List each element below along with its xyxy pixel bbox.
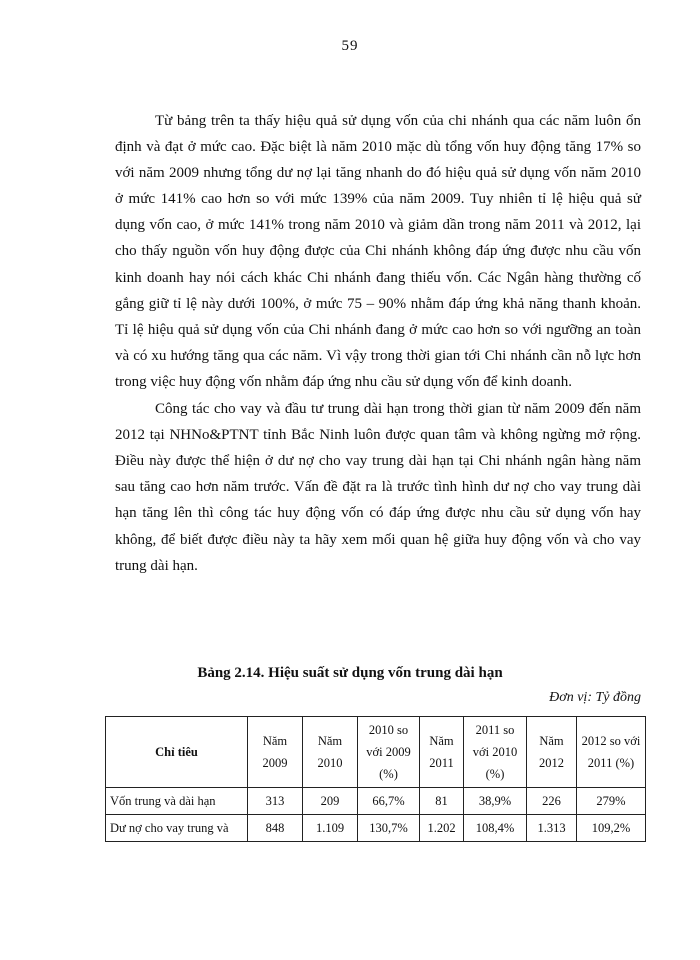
table-cell: 81 — [420, 788, 464, 815]
row-label: Dư nợ cho vay trung và — [106, 815, 248, 842]
paragraph-efficiency: Từ bảng trên ta thấy hiệu quả sử dụng vốn của chi nhánh qua các năm luôn ổn định và đạt ở mức cao. Đặc biệt là năm 2010 mặc dù tổng vốn huy động tăng 17% so với năm 2009 nhưng tổng dư nợ lại tăng nhanh do đó hiệu quả sử dụng vốn năm 2010 ở mức 141% cao hơn so với mức 139% của năm 2009. Tuy nhiên tỉ lệ hiệu quả sử dụng vốn cao, ở mức 141% trong năm 2010 và giảm dần trong năm 2011 và 2012, lại cho thấy nguồn vốn huy động được của Chi nhánh không đáp ứng được nhu cầu vốn kinh doanh hay nói cách khác Chi nhánh đang thiếu vốn. Các Ngân hàng thường cố gắng giữ tỉ lệ này dưới 100%, ở mức 75 – 90% nhằm đáp ứng khả năng thanh khoản. Tỉ lệ hiệu quả sử dụng vốn của Chi nhánh đang ở mức cao hơn so với ngưỡng an toàn và có xu hướng tăng qua các năm. Vì vậy trong thời gian tới Chi nhánh cần nỗ lực hơn trong việc huy động vốn nhằm đáp ứng nhu cầu sử dụng vốn để kinh doanh. — [115, 113, 641, 390]
table-cell: 848 — [248, 815, 303, 842]
table-row — [106, 815, 646, 842]
body-text — [115, 108, 641, 580]
header-2009: Năm 2009 — [248, 717, 303, 788]
table-cell: 209 — [303, 788, 358, 815]
row-label: Vốn trung và dài hạn — [106, 788, 248, 815]
page-number: 59 — [341, 38, 359, 54]
table-cell: 226 — [527, 788, 577, 815]
table-cell: 108,4% — [464, 815, 527, 842]
header-2012-vs-2011: 2012 so với 2011 (%) — [577, 717, 646, 788]
table-cell: 279% — [577, 788, 646, 815]
header-2011: Năm 2011 — [420, 717, 464, 788]
table-cell: 1.313 — [527, 815, 577, 842]
table-title: Bảng 2.14. Hiệu suất sử dụng vốn trung dài hạn — [197, 665, 503, 681]
table-cell: 66,7% — [358, 788, 420, 815]
header-indicator: Chỉ tiêu — [106, 717, 248, 788]
paragraph-lending: Công tác cho vay và đầu tư trung dài hạn trong thời gian từ năm 2009 đến năm 2012 tại NHNo&PTNT tỉnh Bắc Ninh luôn được quan tâm và không ngừng mở rộng. Điều này được thể hiện ở dư nợ cho vay trung dài hạn tại Chi nhánh ngân hàng năm sau tăng cao hơn năm trước. Vấn đề đặt ra là trước tình hình dư nợ cho vay trung dài hạn tăng lên thì công tác huy động vốn có đáp ứng được nhu cầu sử dụng vốn hay không, để biết được điều này ta hãy xem mối quan hệ giữa huy động vốn và cho vay trung dài hạn. — [115, 401, 641, 574]
table-row — [106, 788, 646, 815]
header-2010-vs-2009: 2010 so với 2009 (%) — [358, 717, 420, 788]
table-header-row — [106, 717, 646, 788]
table-cell: 313 — [248, 788, 303, 815]
capital-efficiency-table — [105, 716, 646, 842]
table-cell: 130,7% — [358, 815, 420, 842]
table-cell: 38,9% — [464, 788, 527, 815]
table-cell: 1.202 — [420, 815, 464, 842]
table-cell: 109,2% — [577, 815, 646, 842]
table-cell: 1.109 — [303, 815, 358, 842]
table-unit: Đơn vị: Tỷ đồng — [549, 690, 641, 705]
header-2011-vs-2010: 2011 so với 2010 (%) — [464, 717, 527, 788]
header-2010: Năm 2010 — [303, 717, 358, 788]
header-2012: Năm 2012 — [527, 717, 577, 788]
